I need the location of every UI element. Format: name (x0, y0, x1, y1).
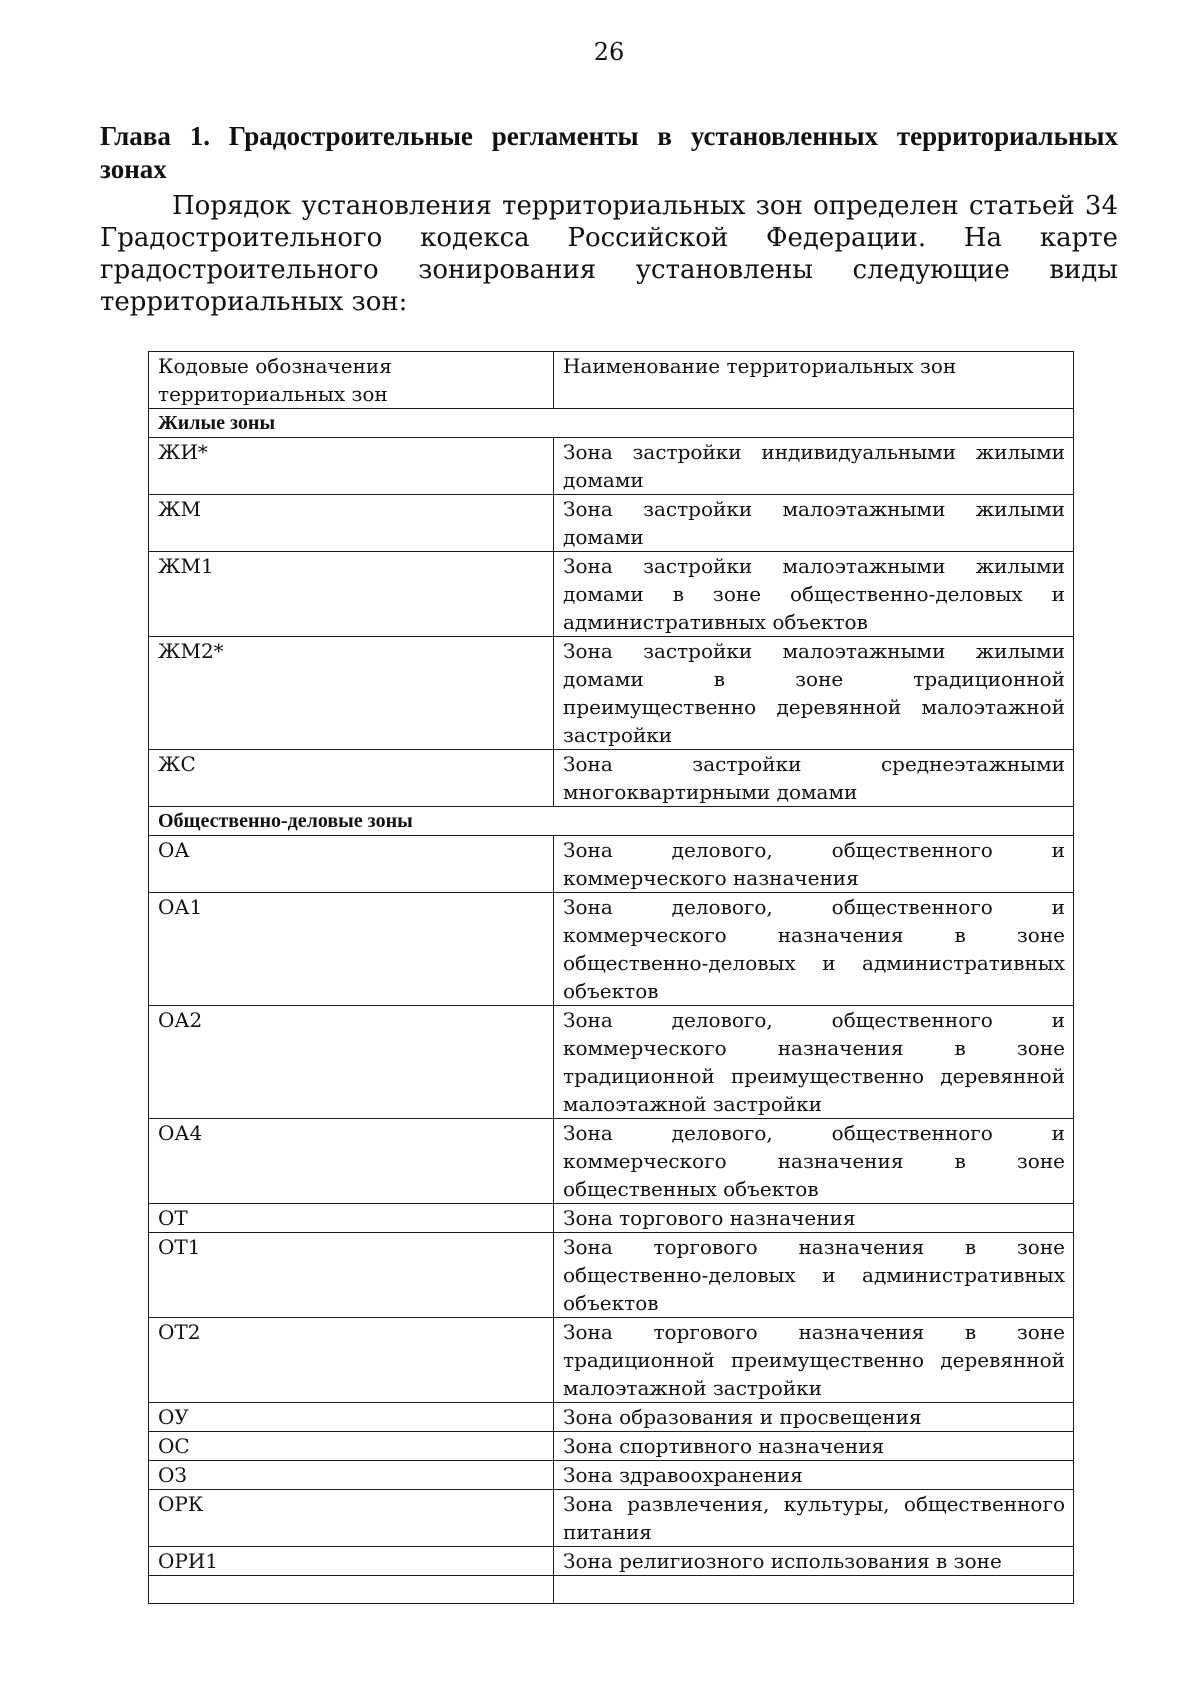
zone-name: Зона делового, общественного и коммерческого назначения в зоне общественно-деловых и административных объектов (554, 893, 1074, 1006)
zone-name: Зона делового, общественного и коммерческого назначения (554, 836, 1074, 893)
table-row (149, 1547, 1074, 1576)
zone-code: ЖИ* (149, 438, 554, 495)
table-row (149, 836, 1074, 893)
zone-name: Зона образования и просвещения (554, 1403, 1074, 1432)
zone-code: ОА1 (149, 893, 554, 1006)
zone-name: Зона развлечения, культуры, общественного питания (554, 1490, 1074, 1547)
page-number: 26 (593, 38, 625, 66)
intro-paragraph: Порядок установления территориальных зон определен статьей 34 Градостроительного кодекса Российской Федерации. На карте градостроительного зонирования установлены следующие виды территориальных зон: (100, 191, 1118, 317)
zone-code: ОТ (149, 1204, 554, 1233)
table-row (149, 750, 1074, 807)
table-row (149, 637, 1074, 750)
zone-code: ОРК (149, 1490, 554, 1547)
group-title: Жилые зоны (149, 409, 1074, 438)
table-row (149, 1490, 1074, 1547)
zone-name: Зона застройки среднеэтажными многоквартирными домами (554, 750, 1074, 807)
zone-name: Зона торгового назначения (554, 1204, 1074, 1233)
table-row (149, 1006, 1074, 1119)
table-row (149, 1432, 1074, 1461)
chapter-title: Глава 1. Градостроительные регламенты в установленных территориальных зонах (100, 121, 1118, 184)
group-row-residential (149, 409, 1074, 438)
zones-table (148, 351, 1074, 1604)
zone-name: Зона здравоохранения (554, 1461, 1074, 1490)
zone-code: ЖС (149, 750, 554, 807)
table-row (149, 1403, 1074, 1432)
zone-code: ОЗ (149, 1461, 554, 1490)
table-row (149, 1119, 1074, 1204)
zone-code: ОА2 (149, 1006, 554, 1119)
zone-name: Зона религиозного использования в зоне (554, 1547, 1074, 1576)
zone-code: ОТ2 (149, 1318, 554, 1403)
table-row (149, 1461, 1074, 1490)
table-row-cut (149, 1576, 1074, 1604)
zone-code: ОА4 (149, 1119, 554, 1204)
table-row (149, 1233, 1074, 1318)
zone-name: Зона делового, общественного и коммерческого назначения в зоне общественных объектов (554, 1119, 1074, 1204)
zone-code: ОТ1 (149, 1233, 554, 1318)
zone-code (149, 1576, 554, 1604)
zone-name: Зона застройки малоэтажными жилыми домами в зоне общественно-деловых и административных объектов (554, 552, 1074, 637)
zone-name: Зона делового, общественного и коммерческого назначения в зоне традиционной преимущественно деревянной малоэтажной застройки (554, 1006, 1074, 1119)
header-code: Кодовые обозначения территориальных зон (149, 352, 554, 409)
header-name: Наименование территориальных зон (554, 352, 1074, 409)
zone-name: Зона застройки малоэтажными жилыми домами в зоне традиционной преимущественно деревянной малоэтажной застройки (554, 637, 1074, 750)
table-row (149, 552, 1074, 637)
zone-code: ЖМ (149, 495, 554, 552)
zone-code: ОА (149, 836, 554, 893)
table-header-row (149, 352, 1074, 409)
zone-name: Зона торгового назначения в зоне общественно-деловых и административных объектов (554, 1233, 1074, 1318)
zone-code: ОУ (149, 1403, 554, 1432)
zone-code: ЖМ1 (149, 552, 554, 637)
group-title: Общественно-деловые зоны (149, 807, 1074, 836)
zone-name: Зона торгового назначения в зоне традиционной преимущественно деревянной малоэтажной застройки (554, 1318, 1074, 1403)
zone-name: Зона застройки малоэтажными жилыми домами (554, 495, 1074, 552)
group-row-public-business (149, 807, 1074, 836)
zone-name (554, 1576, 1074, 1604)
table-row (149, 1204, 1074, 1233)
zone-code: ЖМ2* (149, 637, 554, 750)
table-row (149, 1318, 1074, 1403)
zone-code: ОС (149, 1432, 554, 1461)
table-row (149, 438, 1074, 495)
zone-code: ОРИ1 (149, 1547, 554, 1576)
table-row (149, 495, 1074, 552)
zone-name: Зона спортивного назначения (554, 1432, 1074, 1461)
zone-name: Зона застройки индивидуальными жилыми домами (554, 438, 1074, 495)
table-row (149, 893, 1074, 1006)
